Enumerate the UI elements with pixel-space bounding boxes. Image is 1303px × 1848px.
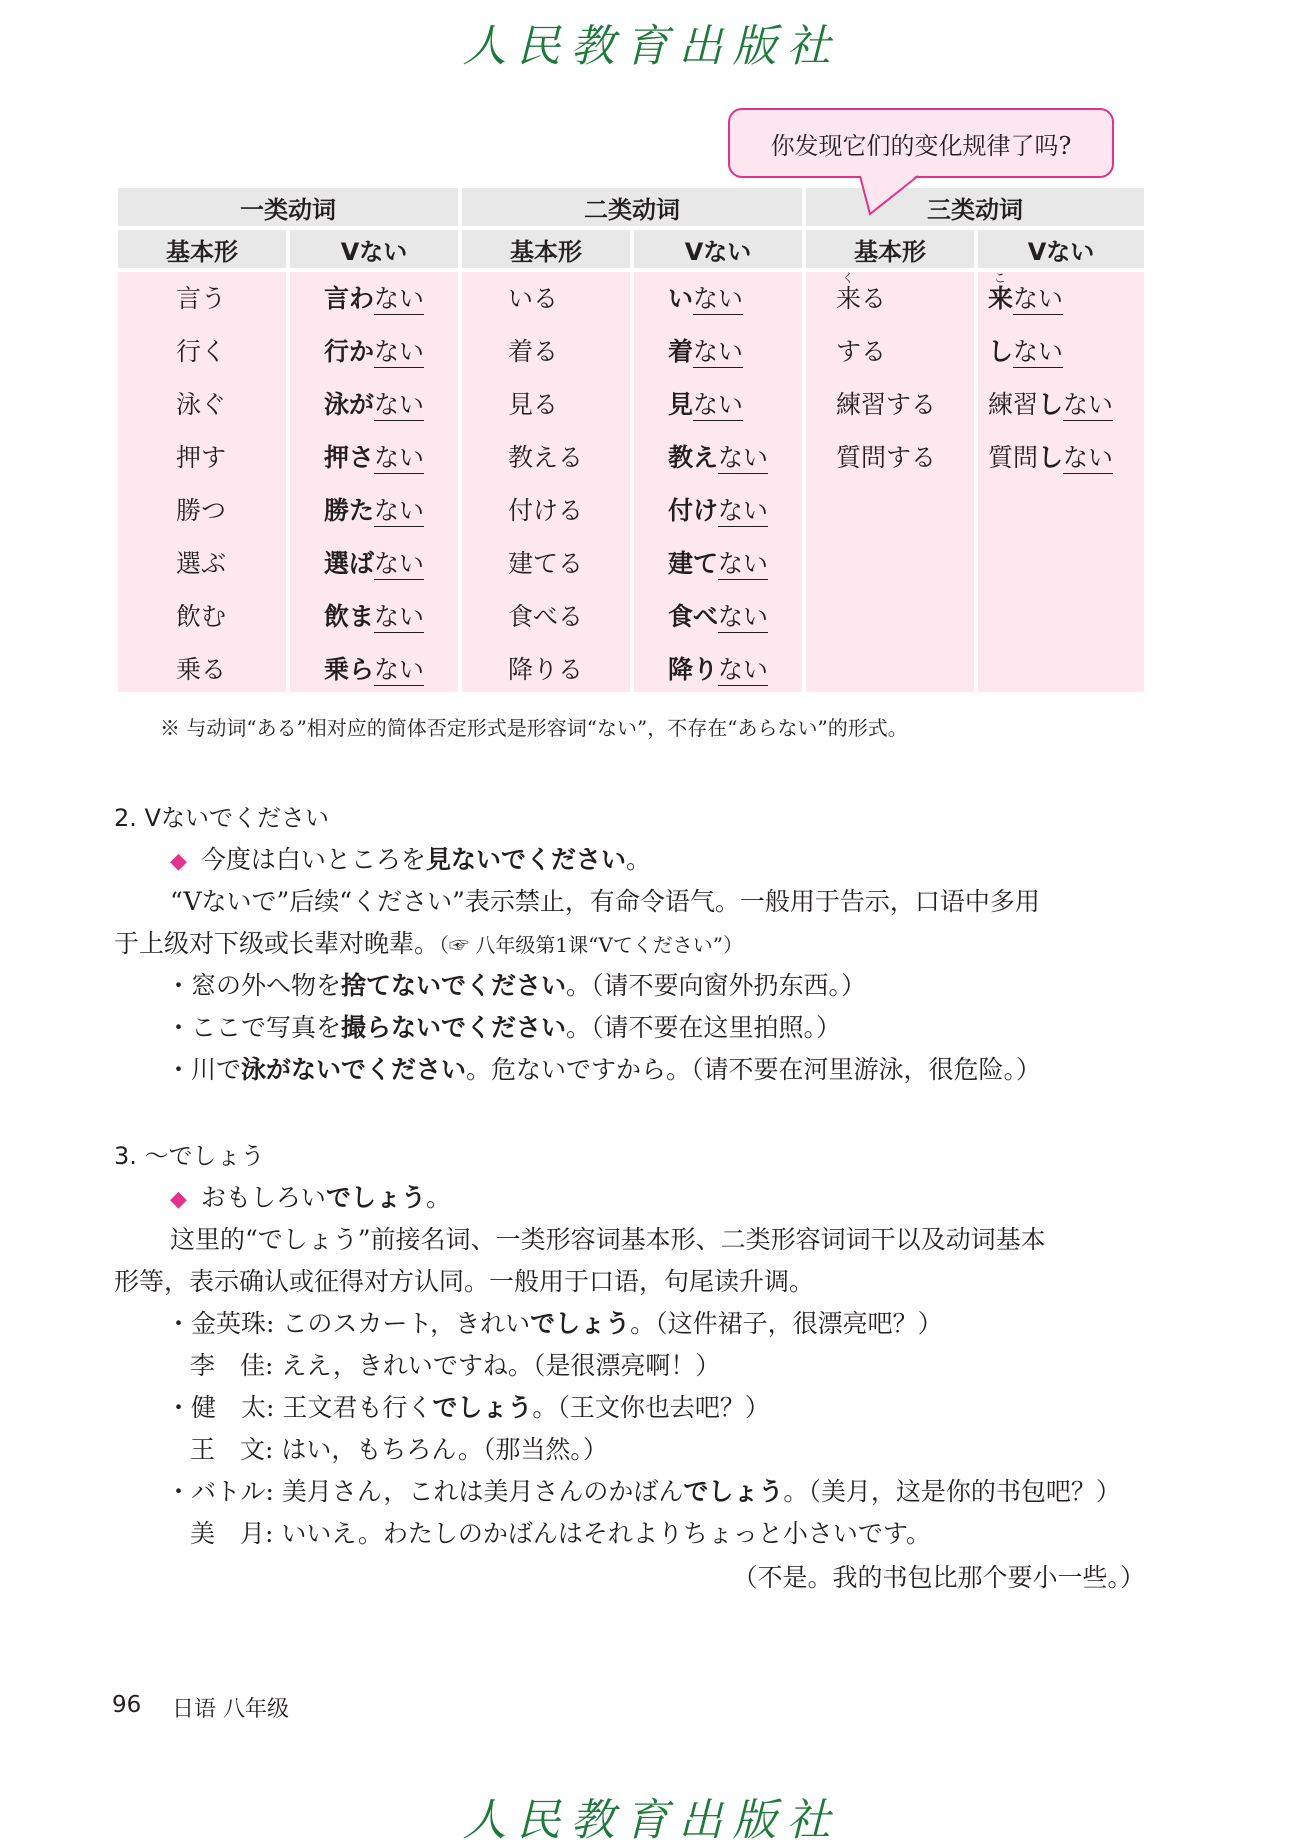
group3-header: 三类动词 [806,188,1144,226]
g2-nai-cell: 降りない [668,655,769,684]
g1-nai-cell: 泳がない [324,390,425,419]
furigana: く [842,271,855,285]
section2-sentence: ・川で泳がないでください。危ないですから。（请不要在河里游泳，很危险。） [166,1055,1042,1084]
subheader-nai-1: Vない [290,230,458,268]
g2-base-cell: 降りる [508,655,584,684]
g2-nai-cell: 見ない [668,390,744,419]
g3-base-cell: 練習する [836,390,937,419]
g3-nai-cell: 練習しない [988,390,1114,419]
g1-base-cell: 言う [176,284,227,313]
group1-header: 一类动词 [118,188,458,226]
dialogue-line: 美 月: いいえ。わたしのかばんはそれよりちょっと小さいです。 [190,1519,931,1548]
g1-base-cell: 押す [176,443,227,472]
section2-explain-line1: “Vないで”后续“ください”表示禁止，有命令语气。一般用于告示，口语中多用 [170,887,1040,916]
g1-nai-cell: 勝たない [324,496,425,525]
section3-explain-line2: 形等，表示确认或征得对方认同。一般用于口语，句尾读升调。 [114,1267,815,1296]
diamond-bullet-icon: ◆ [170,849,187,874]
g2-nai-cell: 付けない [668,496,769,525]
g2-base-cell: 着る [508,337,559,366]
section2-sentence: ・ここで写真を撮らないでください。（请不要在这里拍照。） [166,1013,842,1042]
verb-conjugation-table [118,188,1144,692]
subheader-base-2: 基本形 [462,230,630,268]
publisher-logo-top: 人民教育出版社 [462,21,841,72]
subheader-base-3: 基本形 [806,230,974,268]
g1-base-cell: 選ぶ [176,549,227,578]
g2-nai-cell: 食べない [668,602,769,631]
g2-base-cell: いる [508,284,559,313]
section3-example: ◆ おもしろいでしょう。 [170,1183,451,1212]
g1-nai-cell: 選ばない [324,549,425,578]
diamond-bullet-icon: ◆ [170,1187,187,1212]
subheader-nai-3: Vない [978,230,1144,268]
speech-bubble: 你发现它们的变化规律了吗? [728,108,1114,178]
g1-base-cell: 行く [176,337,227,366]
g2-nai-cell: いない [668,284,744,313]
g2-base-cell: 建てる [508,549,584,578]
dialogue-line: ・金英珠: このスカート，きれいでしょう。（这件裙子，很漂亮吧？） [166,1309,943,1338]
g1-base-cell: 飲む [176,602,227,631]
g1-nai-cell: 行かない [324,337,425,366]
g2-nai-cell: 着ない [668,337,744,366]
g2-base-cell: 教える [508,443,584,472]
g1-base-cell: 勝つ [176,496,227,525]
g1-nai-cell: 乗らない [324,655,425,684]
speech-bubble-tail [858,174,928,218]
g2-base-cell: 付ける [508,496,584,525]
section2-example: ◆ 今度は白いところを見ないでください。 [170,845,651,874]
subheader-base-1: 基本形 [118,230,286,268]
g3-base-cell: 来る [836,284,887,313]
g3-nai-cell: 質問しない [988,443,1114,472]
page-number: 96 [112,1692,142,1718]
table-note: ※ 与动词“ある”相对应的简体否定形式是形容词“ない”，不存在“あらない”的形式。 [160,716,908,740]
section2-sentence: ・窓の外へ物を捨てないでください。（请不要向窗外扔东西。） [166,971,867,1000]
group2-header: 二类动词 [462,188,802,226]
g1-nai-cell: 押さない [324,443,425,472]
dialogue-translation: （不是。我的书包比那个要小一些。） [732,1563,1145,1592]
g2-base-cell: 食べる [508,602,584,631]
g1-nai-cell: 飲まない [324,602,425,631]
dialogue-line: ・健 太: 王文君も行くでしょう。（王文你也去吧？） [166,1393,770,1422]
section3-heading: 3. ～でしょう [114,1142,265,1170]
section2-explain-line2: 于上级对下级或长辈对晚辈。（☞ 八年级第1课“Vてください”） [114,929,743,958]
g1-nai-cell: 言わない [324,284,425,313]
g3-nai-cell: 来ない [988,284,1064,313]
section2-heading: 2. Vないでください [114,804,329,832]
furigana: こ [994,271,1007,285]
g2-nai-cell: 教えない [668,443,769,472]
book-title: 日语 八年级 [172,1697,289,1722]
publisher-logo-bottom: 人民教育出版社 [462,1795,841,1846]
dialogue-line: ・バトル: 美月さん，これは美月さんのかばんでしょう。（美月，这是你的书包吧？） [166,1477,1121,1506]
g2-base-cell: 見る [508,390,559,419]
g3-nai-cell: しない [988,337,1064,366]
g2-nai-cell: 建てない [668,549,769,578]
dialogue-line: 李 佳: ええ，きれいですね。（是很漂亮啊！） [190,1351,721,1380]
g1-base-cell: 泳ぐ [176,390,227,419]
g3-base-cell: 質問する [836,443,937,472]
g1-base-cell: 乗る [176,655,227,684]
subheader-nai-2: Vない [634,230,802,268]
section3-explain-line1: 这里的“でしょう”前接名词、一类形容词基本形、二类形容词词干以及动词基本 [170,1225,1046,1254]
g3-base-cell: する [836,337,887,366]
dialogue-line: 王 文: はい，もちろん。（那当然。） [190,1435,608,1464]
